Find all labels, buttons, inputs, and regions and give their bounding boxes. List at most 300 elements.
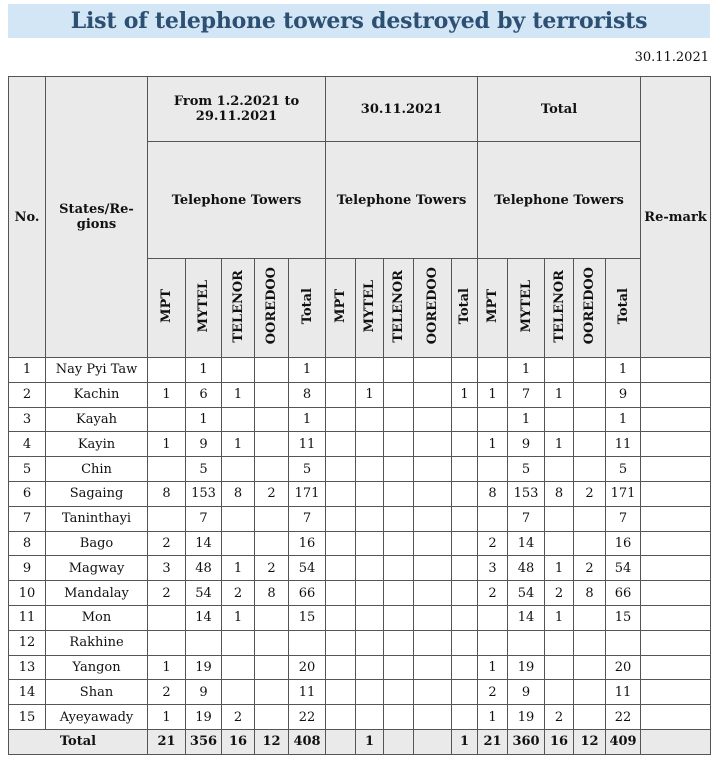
operator-label: OOREDOO: [582, 267, 598, 345]
tower-count: 22: [289, 705, 326, 730]
remark-cell: [641, 358, 711, 383]
tower-count: [222, 655, 255, 680]
tower-count: [326, 655, 356, 680]
tower-count: 9: [508, 432, 545, 457]
tower-count: 2: [148, 680, 186, 705]
tower-count: 1: [222, 382, 255, 407]
tower-count: 11: [289, 432, 326, 457]
table-row: [9, 556, 711, 581]
tower-count: [384, 457, 414, 482]
tower-count: 11: [606, 432, 641, 457]
tower-count: [452, 705, 478, 730]
total-count: 1: [356, 729, 384, 754]
tower-count: 7: [186, 506, 222, 531]
tower-count: 3: [148, 556, 186, 581]
tower-count: [356, 432, 384, 457]
table-row: [9, 531, 711, 556]
tower-count: [414, 481, 452, 506]
tower-count: [326, 432, 356, 457]
remark-cell: [641, 407, 711, 432]
state-name: Kayin: [46, 432, 148, 457]
tower-count: 1: [606, 407, 641, 432]
tower-count: [452, 358, 478, 383]
tower-count: [478, 630, 508, 655]
tower-count: [452, 630, 478, 655]
remark-cell: [641, 506, 711, 531]
tower-count: 1: [222, 605, 255, 630]
row-number: 9: [9, 556, 46, 581]
header-operator-ooredoo: [414, 259, 452, 358]
tower-count: 19: [186, 655, 222, 680]
tower-count: 1: [545, 605, 574, 630]
tower-count: 15: [606, 605, 641, 630]
tower-count: [356, 407, 384, 432]
tower-count: 1: [186, 407, 222, 432]
tower-count: 1: [478, 705, 508, 730]
total-count: 409: [606, 729, 641, 754]
tower-count: [255, 432, 289, 457]
remark-cell: [641, 605, 711, 630]
tower-count: [356, 680, 384, 705]
total-count: 16: [222, 729, 255, 754]
tower-count: [452, 432, 478, 457]
table-row: [9, 506, 711, 531]
tower-count: [545, 630, 574, 655]
tower-count: 66: [606, 581, 641, 606]
tower-count: [414, 358, 452, 383]
tower-count: [326, 382, 356, 407]
tower-count: 1: [289, 358, 326, 383]
tower-count: [478, 506, 508, 531]
tower-count: 8: [545, 481, 574, 506]
tower-count: [222, 457, 255, 482]
table-row: [9, 680, 711, 705]
operator-label: MPT: [159, 289, 174, 323]
tower-count: [545, 457, 574, 482]
tower-count: 14: [508, 531, 545, 556]
operator-label: Total: [299, 287, 315, 325]
row-number: 6: [9, 481, 46, 506]
header-operator-telenor: [384, 259, 414, 358]
table-row: [9, 630, 711, 655]
tower-count: [452, 531, 478, 556]
tower-count: [414, 705, 452, 730]
table-row: [9, 705, 711, 730]
header-operator-telenor: [222, 259, 255, 358]
tower-count: 48: [508, 556, 545, 581]
tower-count: [414, 506, 452, 531]
tower-count: [545, 680, 574, 705]
operator-label: OOREDOO: [425, 267, 441, 345]
total-count: 21: [478, 729, 508, 754]
tower-count: [326, 680, 356, 705]
row-number: 4: [9, 432, 46, 457]
tower-count: [414, 630, 452, 655]
header-operator-mytel: [356, 259, 384, 358]
header-period-1: From 1.2.2021 to 29.11.2021: [148, 77, 326, 142]
tower-count: 1: [545, 556, 574, 581]
state-name: Taninthayi: [46, 506, 148, 531]
tower-count: 5: [508, 457, 545, 482]
tower-count: [255, 531, 289, 556]
tower-count: 1: [545, 432, 574, 457]
row-number: 11: [9, 605, 46, 630]
tower-count: [326, 358, 356, 383]
tower-count: [452, 407, 478, 432]
tower-count: 5: [606, 457, 641, 482]
tower-count: 1: [289, 407, 326, 432]
tower-count: 2: [545, 581, 574, 606]
tower-count: [384, 358, 414, 383]
tower-count: 19: [186, 705, 222, 730]
tower-count: 2: [478, 531, 508, 556]
tower-count: 5: [186, 457, 222, 482]
tower-count: [574, 457, 606, 482]
tower-count: [326, 506, 356, 531]
tower-count: [356, 556, 384, 581]
tower-count: [384, 680, 414, 705]
tower-count: [255, 506, 289, 531]
tower-count: [148, 605, 186, 630]
total-count: 12: [255, 729, 289, 754]
tower-count: [384, 481, 414, 506]
total-count: [384, 729, 414, 754]
tower-count: 54: [508, 581, 545, 606]
tower-count: 19: [508, 705, 545, 730]
tower-count: 7: [606, 506, 641, 531]
table-row: [9, 481, 711, 506]
tower-count: 1: [186, 358, 222, 383]
tower-count: 171: [289, 481, 326, 506]
row-number: 10: [9, 581, 46, 606]
tower-count: 1: [508, 407, 545, 432]
tower-count: 9: [606, 382, 641, 407]
remark-cell: [641, 556, 711, 581]
state-name: Kayah: [46, 407, 148, 432]
tower-count: 8: [478, 481, 508, 506]
tower-count: 14: [186, 531, 222, 556]
row-number: 8: [9, 531, 46, 556]
tower-count: 54: [186, 581, 222, 606]
tower-count: [414, 655, 452, 680]
header-operator-ooredoo: [255, 259, 289, 358]
tower-count: [384, 556, 414, 581]
row-number: 13: [9, 655, 46, 680]
tower-count: 8: [148, 481, 186, 506]
tower-count: [326, 705, 356, 730]
tower-count: [222, 630, 255, 655]
tower-count: 16: [606, 531, 641, 556]
tower-count: [574, 407, 606, 432]
tower-count: 1: [478, 432, 508, 457]
table-row: [9, 407, 711, 432]
tower-count: [384, 655, 414, 680]
tower-count: [222, 531, 255, 556]
remark-cell: [641, 705, 711, 730]
tower-count: 19: [508, 655, 545, 680]
row-number: 1: [9, 358, 46, 383]
header-towers-2: Telephone Towers: [326, 142, 478, 259]
tower-count: 15: [289, 605, 326, 630]
tower-count: [222, 680, 255, 705]
state-name: Yangon: [46, 655, 148, 680]
tower-count: 8: [289, 382, 326, 407]
tower-count: [326, 457, 356, 482]
tower-count: [326, 630, 356, 655]
tower-count: 20: [606, 655, 641, 680]
tower-count: [414, 605, 452, 630]
header-period-total: Total: [478, 77, 641, 142]
tower-count: [574, 630, 606, 655]
remark-cell: [641, 382, 711, 407]
tower-count: [148, 630, 186, 655]
remark-cell: [641, 630, 711, 655]
table-row: [9, 358, 711, 383]
tower-count: [384, 630, 414, 655]
tower-count: [574, 705, 606, 730]
tower-count: 8: [574, 581, 606, 606]
total-count: 16: [545, 729, 574, 754]
total-count: 408: [289, 729, 326, 754]
tower-count: 1: [545, 382, 574, 407]
state-name: Ayeyawady: [46, 705, 148, 730]
tower-count: 6: [186, 382, 222, 407]
report-date: 30.11.2021: [634, 50, 709, 65]
table-row: [9, 457, 711, 482]
tower-count: 153: [186, 481, 222, 506]
tower-count: [452, 680, 478, 705]
tower-count: [545, 655, 574, 680]
tower-count: [326, 581, 356, 606]
tower-count: [255, 382, 289, 407]
tower-count: [414, 407, 452, 432]
tower-count: [356, 506, 384, 531]
tower-count: [289, 630, 326, 655]
remark-cell: [641, 432, 711, 457]
tower-count: 2: [255, 481, 289, 506]
state-name: Shan: [46, 680, 148, 705]
tower-count: 2: [545, 705, 574, 730]
state-name: Chin: [46, 457, 148, 482]
tower-count: [574, 655, 606, 680]
tower-count: [148, 407, 186, 432]
table-row: [9, 581, 711, 606]
tower-count: 7: [508, 382, 545, 407]
tower-count: [574, 358, 606, 383]
operator-label: Total: [457, 287, 473, 325]
tower-count: [574, 531, 606, 556]
tower-count: [452, 506, 478, 531]
remark-cell: [641, 531, 711, 556]
remark-cell: [641, 581, 711, 606]
header-towers-1: Telephone Towers: [148, 142, 326, 259]
tower-count: [384, 581, 414, 606]
tower-count: 2: [222, 581, 255, 606]
tower-count: [414, 457, 452, 482]
tower-count: [356, 531, 384, 556]
state-name: Mandalay: [46, 581, 148, 606]
tower-count: [384, 382, 414, 407]
tower-count: [222, 506, 255, 531]
tower-count: [356, 655, 384, 680]
row-number: 14: [9, 680, 46, 705]
tower-count: [384, 705, 414, 730]
tower-count: 22: [606, 705, 641, 730]
table-row: [9, 432, 711, 457]
operator-label: MYTEL: [362, 279, 378, 333]
remark-cell: [641, 680, 711, 705]
tower-count: [414, 581, 452, 606]
tower-count: 2: [255, 556, 289, 581]
tower-count: 171: [606, 481, 641, 506]
operator-label: TELENOR: [391, 269, 407, 343]
total-count: [326, 729, 356, 754]
state-name: Magway: [46, 556, 148, 581]
state-name: Bago: [46, 531, 148, 556]
tower-count: 54: [289, 556, 326, 581]
tower-count: [255, 630, 289, 655]
tower-count: 9: [186, 432, 222, 457]
tower-count: [384, 506, 414, 531]
header-operator-mpt: [478, 259, 508, 358]
tower-count: 14: [508, 605, 545, 630]
tower-count: [186, 630, 222, 655]
operator-label: TELENOR: [551, 269, 567, 343]
tower-count: [574, 382, 606, 407]
tower-count: 2: [222, 705, 255, 730]
table-row: [9, 605, 711, 630]
remark-cell: [641, 481, 711, 506]
row-number: 12: [9, 630, 46, 655]
tower-count: 1: [356, 382, 384, 407]
tower-count: 2: [478, 680, 508, 705]
total-count: 12: [574, 729, 606, 754]
tower-count: 1: [452, 382, 478, 407]
tower-count: [222, 407, 255, 432]
tower-count: 1: [606, 358, 641, 383]
tower-count: 2: [574, 556, 606, 581]
tower-count: 8: [255, 581, 289, 606]
tower-count: 7: [508, 506, 545, 531]
tower-count: 20: [289, 655, 326, 680]
tower-count: [508, 630, 545, 655]
tower-count: [356, 481, 384, 506]
header-operator-ooredoo: [574, 259, 606, 358]
operator-label: TELENOR: [230, 269, 246, 343]
tower-count: [545, 506, 574, 531]
tower-count: [255, 705, 289, 730]
tower-count: [255, 605, 289, 630]
header-state: States/Re-gions: [46, 77, 148, 358]
tower-count: [606, 630, 641, 655]
tower-count: [574, 432, 606, 457]
row-number: 5: [9, 457, 46, 482]
tower-count: [255, 680, 289, 705]
tower-count: 8: [222, 481, 255, 506]
tower-count: [478, 457, 508, 482]
tower-count: [452, 605, 478, 630]
tower-count: [326, 556, 356, 581]
tower-count: 9: [186, 680, 222, 705]
total-count: 21: [148, 729, 186, 754]
tower-count: [452, 581, 478, 606]
tower-count: 7: [289, 506, 326, 531]
tower-count: [356, 705, 384, 730]
tower-count: [452, 457, 478, 482]
tower-count: [384, 531, 414, 556]
row-number: 15: [9, 705, 46, 730]
table-row: [9, 655, 711, 680]
remark-cell: [641, 655, 711, 680]
row-number: 7: [9, 506, 46, 531]
tower-count: [574, 680, 606, 705]
total-label: Total: [9, 729, 148, 754]
operator-label: MYTEL: [518, 279, 534, 333]
tower-count: [414, 556, 452, 581]
tower-count: [478, 407, 508, 432]
tower-count: [452, 481, 478, 506]
tower-count: [326, 605, 356, 630]
header-operator-total: [606, 259, 641, 358]
towers-table: [8, 76, 711, 755]
header-operator-telenor: [545, 259, 574, 358]
row-number: 2: [9, 382, 46, 407]
header-period-2: 30.11.2021: [326, 77, 478, 142]
header-operator-mytel: [186, 259, 222, 358]
tower-count: 1: [508, 358, 545, 383]
tower-count: 48: [186, 556, 222, 581]
tower-count: 14: [186, 605, 222, 630]
tower-count: [452, 556, 478, 581]
total-count: 1: [452, 729, 478, 754]
header-remark: Re-mark: [641, 77, 711, 358]
tower-count: [545, 407, 574, 432]
tower-count: [222, 358, 255, 383]
tower-count: [384, 605, 414, 630]
state-name: Mon: [46, 605, 148, 630]
tower-count: [356, 581, 384, 606]
remark-cell: [641, 729, 711, 754]
state-name: Rakhine: [46, 630, 148, 655]
tower-count: [574, 506, 606, 531]
page-title: List of telephone towers destroyed by terrorists: [70, 8, 648, 34]
tower-count: 9: [508, 680, 545, 705]
tower-count: 11: [289, 680, 326, 705]
row-number: 3: [9, 407, 46, 432]
operator-label: MYTEL: [196, 279, 211, 333]
operator-label: Total: [615, 287, 631, 325]
tower-count: [545, 358, 574, 383]
header-towers-3: Telephone Towers: [478, 142, 641, 259]
remark-cell: [641, 457, 711, 482]
tower-count: [255, 407, 289, 432]
tower-count: 1: [222, 432, 255, 457]
tower-count: [384, 407, 414, 432]
tower-count: [255, 358, 289, 383]
tower-count: [414, 680, 452, 705]
total-count: [414, 729, 452, 754]
tower-count: 1: [222, 556, 255, 581]
tower-count: 1: [148, 705, 186, 730]
tower-count: 1: [478, 382, 508, 407]
header-operator-mytel: [508, 259, 545, 358]
tower-count: [255, 457, 289, 482]
tower-count: 66: [289, 581, 326, 606]
tower-count: [478, 358, 508, 383]
tower-count: 5: [289, 457, 326, 482]
tower-count: [326, 407, 356, 432]
tower-count: 2: [148, 581, 186, 606]
